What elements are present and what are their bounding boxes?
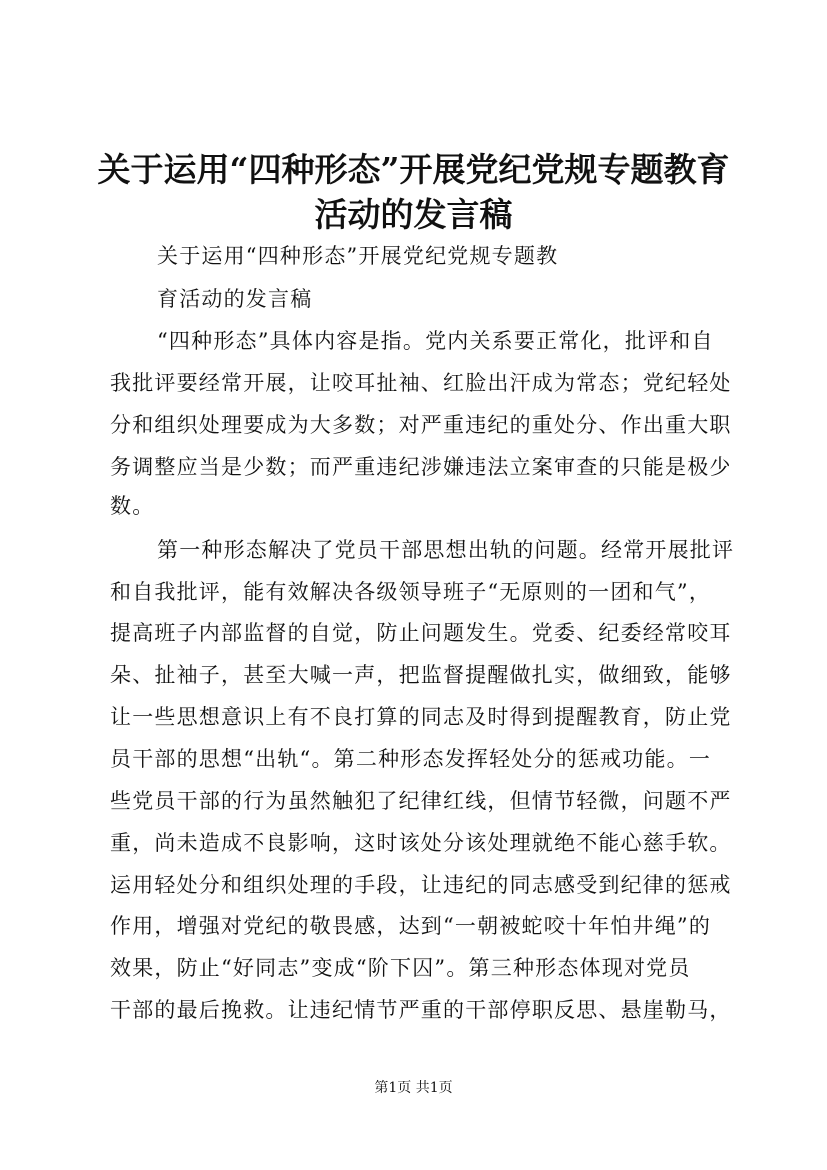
body-line: 育活动的发言稿: [157, 287, 313, 311]
body-line: 第一种形态解决了党员干部思想出轨的问题。经常开展批评: [157, 538, 735, 562]
body-line: 关于运用“四种形态”开展党纪党规专题教: [157, 244, 559, 268]
body-line: 朵、扯袖子，甚至大喊一声，把监督提醒做扎实，做细致，能够: [110, 663, 732, 687]
body-line: 重，尚未造成不良影响，这时该处分该处理就绝不能心慈手软。: [110, 831, 732, 855]
body-line: 干部的最后挽救。让违纪情节严重的干部停职反思、悬崖勒马，: [110, 998, 732, 1022]
body-line: 和自我批评，能有效解决各级领导班子“无原则的一团和气”，: [110, 580, 712, 604]
body-line: 些党员干部的行为虽然触犯了纪律红线，但情节轻微，问题不严: [110, 789, 732, 813]
body-line: 提高班子内部监督的自觉，防止问题发生。党委、纪委经常咬耳: [110, 621, 732, 645]
body-line: 员干部的思想“出轨“。第二种形态发挥轻处分的惩戒功能。一: [110, 747, 712, 771]
body-line: 分和组织处理要成为大多数；对严重违纪的重处分、作出重大职: [110, 413, 732, 437]
body-line: “四种形态”具体内容是指。党内关系要正常化，批评和自: [157, 329, 714, 353]
document-title-line-1: 关于运用“四种形态”开展党纪党规专题教育: [97, 150, 730, 189]
page-number-footer: 第1页 共1页: [374, 1080, 453, 1096]
body-line: 效果，防止“好同志”变成“阶下囚”。第三种形态体现对党员: [110, 956, 691, 980]
body-line: 作用，增强对党纪的敬畏感，达到“一朝被蛇咬十年怕井绳”的: [110, 914, 712, 938]
body-line: 数。: [110, 494, 155, 518]
body-line: 运用轻处分和组织处理的手段，让违纪的同志感受到纪律的惩戒: [110, 873, 732, 897]
body-line: 务调整应当是少数；而严重违纪涉嫌违法立案审查的只能是极少: [110, 455, 732, 479]
body-line: 我批评要经常开展，让咬耳扯袖、红脸出汗成为常态；党纪轻处: [110, 371, 732, 395]
body-line: 让一些思想意识上有不良打算的同志及时得到提醒教育，防止党: [110, 705, 732, 729]
document-title-line-2: 活动的发言稿: [314, 195, 513, 234]
